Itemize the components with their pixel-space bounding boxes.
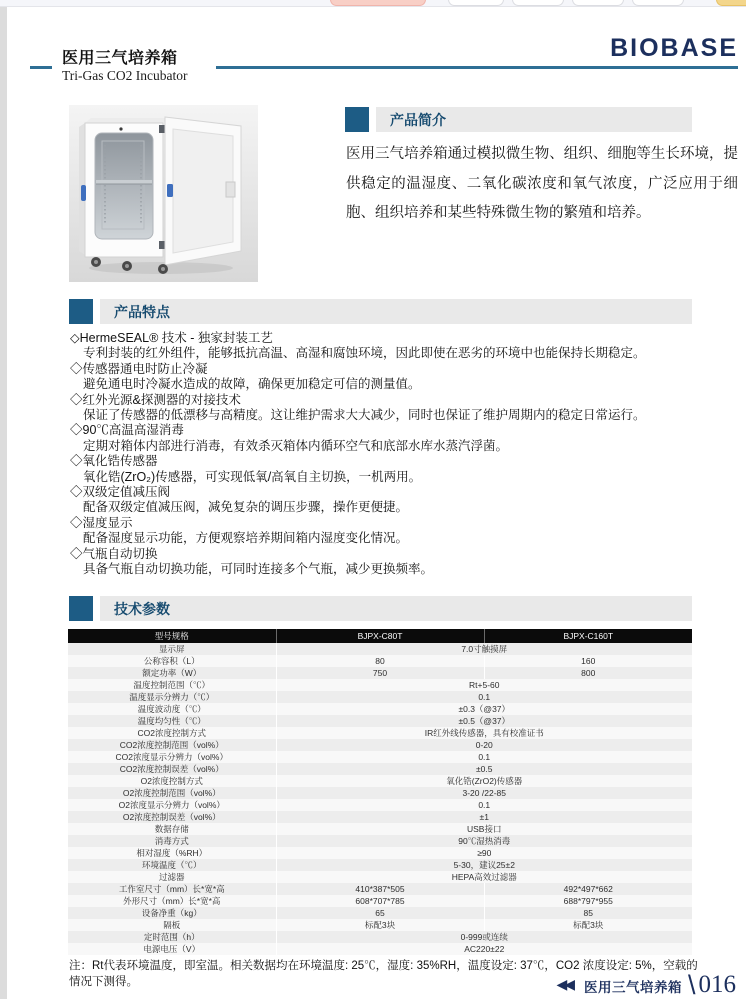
feature-item <box>70 454 695 485</box>
spec-value: 85 <box>484 907 692 919</box>
spec-value: 3-20 /22-85 <box>276 787 692 799</box>
spec-row <box>68 895 692 907</box>
feature-description: 避免通电时冷凝水造成的故障，确保更加稳定可信的测量值。 <box>83 377 421 392</box>
feature-description: 具备气瓶自动切换功能，可同时连接多个气瓶，减少更换频率。 <box>83 562 434 577</box>
spec-value: 0.1 <box>276 691 692 703</box>
footer-section-label: 医用三气培养箱 <box>583 980 682 995</box>
spec-row <box>68 775 692 787</box>
feature-title: ◇氧化锆传感器 <box>70 454 158 469</box>
spec-value: 608*707*785 <box>276 895 484 907</box>
spec-label: 环境温度（℃） <box>68 859 276 871</box>
spec-label: O2浓度显示分辨力（vol%） <box>68 799 276 811</box>
spec-row <box>68 823 692 835</box>
spec-label: 公称容积（L） <box>68 655 276 667</box>
feature-title: ◇传感器通电时防止冷凝 <box>70 361 208 376</box>
page-title-en: Tri-Gas CO2 Incubator <box>62 68 188 83</box>
spec-value: 5-30，建议25±2 <box>276 859 692 871</box>
spec-row <box>68 835 692 847</box>
spec-label: 工作室尺寸（mm）长*宽*高 <box>68 883 276 895</box>
spec-label: 温度显示分辨力（℃） <box>68 691 276 703</box>
section-title-features: 产品特点 <box>114 303 170 320</box>
page-title-block <box>62 50 188 83</box>
browser-pill-highlighted[interactable] <box>330 0 426 6</box>
spec-value: ±0.5 <box>276 763 692 775</box>
feature-title: ◇90℃高温高湿消毒 <box>70 423 184 438</box>
spec-row <box>68 763 692 775</box>
feature-description: 定期对箱体内部进行消毒，有效杀灭箱体内循环空气和底部水库水蒸汽浮菌。 <box>83 438 509 453</box>
spec-value: 0-999或连续 <box>276 931 692 943</box>
section-title-specs: 技术参数 <box>114 600 170 617</box>
spec-row <box>68 787 692 799</box>
spec-value: 7.0寸触摸屏 <box>276 643 692 655</box>
spec-row <box>68 703 692 715</box>
feature-item <box>70 423 695 454</box>
footer-separator: \ <box>687 970 696 1000</box>
spec-value: USB接口 <box>276 823 692 835</box>
spec-row <box>68 691 692 703</box>
feature-title: ◇双级定值减压阀 <box>70 485 171 500</box>
spec-label: 过滤器 <box>68 871 276 883</box>
browser-pill[interactable] <box>572 0 624 6</box>
feature-title: ◇HermeSEAL® 技术 - 独家封装工艺 <box>70 331 273 345</box>
spec-col-header: 型号规格 <box>68 629 276 643</box>
spec-row <box>68 907 692 919</box>
spec-value: ±0.5（@37） <box>276 715 692 727</box>
spec-row <box>68 919 692 931</box>
spec-label: 外形尺寸（mm）长*宽*高 <box>68 895 276 907</box>
page-edge-strip <box>0 7 7 999</box>
spec-label: CO2浓度控制范围（vol%） <box>68 739 276 751</box>
section-square-icon <box>69 299 93 324</box>
spec-value: 0.1 <box>276 751 692 763</box>
spec-value: 750 <box>276 667 484 679</box>
spec-label: 设备净重（kg） <box>68 907 276 919</box>
feature-item <box>70 485 695 516</box>
spec-col-header: BJPX-C80T <box>276 629 484 643</box>
spec-row <box>68 943 692 955</box>
feature-description: 专利封装的红外组件，能够抵抗高温、高湿和腐蚀环境，因此即使在恶劣的环境中也能保持长期稳定。 <box>83 346 646 361</box>
footnote: 注：Rt代表环境温度，即室温。相关数据均在环境温度: 25℃，湿度: 35%RH，温度设定: 37℃，CO2 浓度设定: 5%，空载的情况下测得。 <box>69 960 698 988</box>
spec-label: 温度均匀性（℃） <box>68 715 276 727</box>
feature-description: 保证了传感器的低漂移与高精度。这让维护需求大大减少，同时也保证了维护周期内的稳定日常运行。 <box>83 408 646 423</box>
feature-description: 配备双级定值减压阀，减免复杂的调压步骤，操作更便捷。 <box>83 500 409 515</box>
spec-value: AC220±22 <box>276 943 692 955</box>
spec-value: 标配3块 <box>484 919 692 931</box>
spec-row <box>68 883 692 895</box>
spec-label: CO2浓度显示分辨力（vol%） <box>68 751 276 763</box>
browser-pill[interactable] <box>632 0 684 6</box>
spec-value: 800 <box>484 667 692 679</box>
spec-value: 氧化锆(ZrO2)传感器 <box>276 775 692 787</box>
spec-value: 65 <box>276 907 484 919</box>
spec-label: 定时范围（h） <box>68 931 276 943</box>
spec-value: IR红外线传感器，具有校准证书 <box>276 727 692 739</box>
feature-title: ◇红外光源&探测器的对接技术 <box>70 392 241 407</box>
section-title-intro: 产品简介 <box>390 111 446 128</box>
browser-pill-yellow[interactable] <box>716 0 746 6</box>
spec-label: 消毒方式 <box>68 835 276 847</box>
spec-label: 显示屏 <box>68 643 276 655</box>
spec-label: 数据存储 <box>68 823 276 835</box>
feature-description: 氧化锆(ZrO₂)传感器，可实现低氧/高氧自主切换，一机两用。 <box>83 469 422 484</box>
spec-table-head <box>68 629 692 643</box>
spec-row <box>68 643 692 655</box>
spec-row <box>68 655 692 667</box>
spec-label: O2浓度控制方式 <box>68 775 276 787</box>
spec-label: 额定功率（W） <box>68 667 276 679</box>
spec-label: CO2浓度控制误差（vol%） <box>68 763 276 775</box>
feature-description: 配备湿度显示功能，方便观察培养期间箱内湿度变化情况。 <box>83 531 409 546</box>
section-square-icon <box>69 596 93 621</box>
spec-value: 160 <box>484 655 692 667</box>
spec-value: ±0.3（@37） <box>276 703 692 715</box>
spec-row <box>68 727 692 739</box>
spec-row <box>68 847 692 859</box>
spec-row <box>68 715 692 727</box>
page-footer <box>556 968 736 999</box>
title-dash <box>30 66 52 69</box>
header-rule <box>216 66 738 69</box>
spec-label: 温度波动度（℃） <box>68 703 276 715</box>
spec-value: ±1 <box>276 811 692 823</box>
spec-table-body <box>68 643 692 955</box>
intro-paragraph: 医用三气培养箱通过模拟微生物、组织、细胞等生长环境，提供稳定的温湿度、二氧化碳浓度和氧气浓度，广泛应用于细胞、组织培养和某些特殊微生物的繁殖和培养。 <box>346 146 738 221</box>
feature-item <box>70 393 695 424</box>
spec-row <box>68 931 692 943</box>
spec-value: 410*387*505 <box>276 883 484 895</box>
spec-row <box>68 739 692 751</box>
spec-label: CO2浓度控制方式 <box>68 727 276 739</box>
spec-label: 温度控制范围（℃） <box>68 679 276 691</box>
spec-label: 相对湿度（%RH） <box>68 847 276 859</box>
spec-label: 隔板 <box>68 919 276 931</box>
spec-value: 492*497*662 <box>484 883 692 895</box>
spec-value: 688*797*955 <box>484 895 692 907</box>
spec-value: 90℃湿热消毒 <box>276 835 692 847</box>
spec-table <box>68 629 692 955</box>
spec-label: 电源电压（V） <box>68 943 276 955</box>
section-square-icon <box>345 107 369 132</box>
spec-col-header: BJPX-C160T <box>484 629 692 643</box>
feature-title: ◇湿度显示 <box>70 515 133 530</box>
spec-value: ≥90 <box>276 847 692 859</box>
spec-row <box>68 859 692 871</box>
feature-title: ◇气瓶自动切换 <box>70 546 158 561</box>
page-number: 016 <box>698 971 736 998</box>
spec-value: 80 <box>276 655 484 667</box>
spec-row <box>68 871 692 883</box>
spec-label: O2浓度控制范围（vol%） <box>68 787 276 799</box>
spec-label: O2浓度控制误差（vol%） <box>68 811 276 823</box>
spec-row <box>68 751 692 763</box>
feature-item <box>70 331 695 362</box>
spec-row <box>68 799 692 811</box>
browser-pill[interactable] <box>512 0 564 6</box>
spec-value: 0.1 <box>276 799 692 811</box>
spec-row <box>68 667 692 679</box>
product-photo-incubator <box>69 105 258 282</box>
spec-value: Rt+5-60 <box>276 679 692 691</box>
feature-item <box>70 547 695 578</box>
spec-value: 0-20 <box>276 739 692 751</box>
feature-item <box>70 516 695 547</box>
brand-logo: BIOBASE <box>610 34 738 62</box>
spec-row <box>68 811 692 823</box>
page-title-zh: 医用三气培养箱 <box>62 50 178 67</box>
browser-toolbar-remnant <box>0 0 746 7</box>
spec-value: HEPA高效过滤器 <box>276 871 692 883</box>
back-arrows-icon[interactable]: ◀◀ <box>556 976 572 992</box>
browser-pill[interactable] <box>448 0 504 6</box>
spec-row <box>68 679 692 691</box>
feature-item <box>70 362 695 393</box>
spec-value: 标配3块 <box>276 919 484 931</box>
features-list <box>70 331 695 578</box>
